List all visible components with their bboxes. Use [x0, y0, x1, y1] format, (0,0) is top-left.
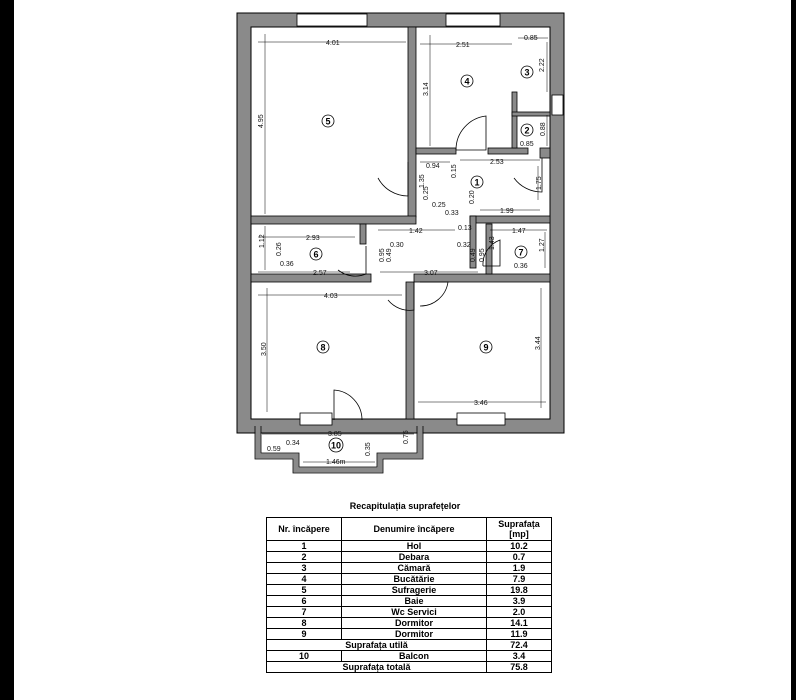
- dim-label: 4.03: [324, 293, 338, 300]
- dim-label: 0.32: [457, 242, 471, 249]
- dim-label: 0.20: [469, 190, 476, 204]
- cell-name: Dormitor: [342, 618, 487, 629]
- cell-area: 3.4: [487, 651, 552, 662]
- door-swing: [378, 162, 408, 196]
- dim-label: 0.25: [423, 186, 430, 200]
- cell-area: 3.9: [487, 596, 552, 607]
- dim-label: 1.46m: [326, 459, 346, 466]
- door-swing: [334, 390, 362, 420]
- dim-label: 0.25: [432, 202, 446, 209]
- dim-label: 3.14: [423, 82, 430, 96]
- cell-nr: 6: [267, 596, 342, 607]
- dim-label: 0.36: [280, 261, 294, 268]
- table-row: [267, 552, 552, 563]
- col-header-area: Suprafața [mp]: [487, 518, 552, 541]
- table-row: [267, 541, 552, 552]
- dim-label: 1.75: [536, 176, 543, 190]
- cell-area: 19.8: [487, 585, 552, 596]
- table-title: Recapitulația suprafețelor: [349, 501, 461, 511]
- dim-label: 0.49: [386, 248, 393, 262]
- dim-label: 1.47: [512, 228, 526, 235]
- room-marker-1: [471, 176, 483, 188]
- room-number: 7: [518, 247, 524, 258]
- door-swing: [420, 282, 448, 306]
- table-row: [267, 596, 552, 607]
- dim-label: 0.94: [426, 163, 440, 170]
- useful-area-row: [267, 640, 552, 651]
- wall: [416, 148, 456, 154]
- wall: [512, 92, 517, 148]
- table-row: [267, 618, 552, 629]
- door-swing: [338, 246, 366, 276]
- room-marker-2: [521, 124, 533, 136]
- total-area-label: Suprafața totală: [267, 662, 487, 673]
- cell-nr: 4: [267, 574, 342, 585]
- dim-label: 3.85: [328, 431, 342, 438]
- wall: [540, 148, 550, 158]
- wall: [360, 224, 366, 244]
- room-marker-8: [317, 341, 329, 353]
- dim-label: 4.01: [326, 40, 340, 47]
- cell-nr: 8: [267, 618, 342, 629]
- dim-label: 0.30: [390, 242, 404, 249]
- room-number: 2: [524, 125, 530, 136]
- cell-area: 2.0: [487, 607, 552, 618]
- balcony-row: [267, 651, 552, 662]
- total-area-value: 75.8: [487, 662, 552, 673]
- cell-name: Balcon: [342, 651, 487, 662]
- dim-label: 4.95: [258, 114, 265, 128]
- dim-label: 0.88: [540, 122, 547, 136]
- col-header-nr: Nr. încăpere: [267, 518, 342, 541]
- room-marker-5: [322, 115, 334, 127]
- dim-label: 0.35: [365, 442, 372, 456]
- cell-nr: 3: [267, 563, 342, 574]
- wall: [512, 112, 550, 116]
- table-row: [267, 574, 552, 585]
- cell-area: 11.9: [487, 629, 552, 640]
- wall: [251, 274, 371, 282]
- dim-label: 0.33: [445, 210, 459, 217]
- table-row: [267, 607, 552, 618]
- dim-label: 0.34: [286, 440, 300, 447]
- room-number: 6: [313, 249, 319, 260]
- room-marker-3: [521, 66, 533, 78]
- room-marker-9: [480, 341, 492, 353]
- dim-label: 1.12: [259, 234, 266, 248]
- dim-label: 3.46: [474, 400, 488, 407]
- dim-label: 1.43: [489, 236, 496, 250]
- wall: [406, 282, 414, 419]
- walls: [237, 13, 564, 433]
- room-number: 10: [330, 440, 342, 451]
- door-swing: [456, 116, 486, 150]
- dimension-labels: [258, 35, 547, 466]
- dim-label: 0.15: [451, 164, 458, 178]
- window: [297, 14, 367, 26]
- cell-name: Sufragerie: [342, 585, 487, 596]
- total-area-row: [267, 662, 552, 673]
- cell-area: 10.2: [487, 541, 552, 552]
- cell-nr: 7: [267, 607, 342, 618]
- dim-label: 0.26: [276, 242, 283, 256]
- wall: [470, 216, 550, 223]
- cell-nr: 10: [267, 651, 342, 662]
- table-row: [267, 585, 552, 596]
- cell-nr: 9: [267, 629, 342, 640]
- table-header-row: [267, 518, 552, 541]
- room-number: 1: [474, 177, 480, 188]
- dim-label: 3.07: [424, 270, 438, 277]
- cell-name: Bucătărie: [342, 574, 487, 585]
- dim-label: 1.99: [500, 208, 514, 215]
- cell-name: Debara: [342, 552, 487, 563]
- table-row: [267, 563, 552, 574]
- wall: [251, 216, 416, 224]
- surface-summary-table: [266, 517, 552, 673]
- dim-label: 1.35: [419, 174, 426, 188]
- dim-label: 0.75: [403, 430, 410, 444]
- useful-area-label: Suprafața utilă: [267, 640, 487, 651]
- room-marker-4: [461, 75, 473, 87]
- room-number: 3: [524, 67, 530, 78]
- table-row: [267, 629, 552, 640]
- room-number: 9: [483, 342, 489, 353]
- dim-label: 0.85: [524, 35, 538, 42]
- cell-area: 1.9: [487, 563, 552, 574]
- wall: [408, 27, 416, 217]
- cell-name: Hol: [342, 541, 487, 552]
- useful-area-value: 72.4: [487, 640, 552, 651]
- room-marker-7: [515, 246, 527, 258]
- cell-nr: 2: [267, 552, 342, 563]
- cell-name: Wc Servici: [342, 607, 487, 618]
- wall: [488, 148, 528, 154]
- cell-name: Dormitor: [342, 629, 487, 640]
- window: [552, 95, 563, 115]
- dim-label: 2.57: [313, 270, 327, 277]
- window: [446, 14, 500, 26]
- dim-label: 3.50: [261, 342, 268, 356]
- dim-label: 1.42: [409, 228, 423, 235]
- dim-label: 0.95: [379, 248, 386, 262]
- dim-label: 0.13: [458, 225, 472, 232]
- col-header-name: Denumire încăpere: [342, 518, 487, 541]
- dim-label: 2.51: [456, 42, 470, 49]
- cell-area: 14.1: [487, 618, 552, 629]
- cell-nr: 1: [267, 541, 342, 552]
- window: [457, 413, 505, 425]
- window: [300, 413, 332, 425]
- dim-label: 0.95: [479, 248, 486, 262]
- cell-area: 7.9: [487, 574, 552, 585]
- dim-label: 2.93: [306, 235, 320, 242]
- cell-name: Cămară: [342, 563, 487, 574]
- room-marker-6: [310, 248, 322, 260]
- dim-label: 0.36: [514, 263, 528, 270]
- dim-label: 0.59: [267, 446, 281, 453]
- room-number: 8: [320, 342, 326, 353]
- room-marker-10: [329, 438, 343, 452]
- dim-label: 1.27: [539, 238, 546, 252]
- cell-area: 0.7: [487, 552, 552, 563]
- room-number: 5: [325, 116, 331, 127]
- dim-label: 2.22: [539, 58, 546, 72]
- cell-nr: 5: [267, 585, 342, 596]
- dim-label: 0.85: [520, 141, 534, 148]
- dim-label: 3.44: [535, 336, 542, 350]
- cell-name: Baie: [342, 596, 487, 607]
- room-markers: [310, 66, 533, 452]
- dim-label: 2.53: [490, 159, 504, 166]
- room-number: 4: [464, 76, 470, 87]
- doors: [334, 116, 542, 420]
- dim-label: 0.49: [470, 248, 477, 262]
